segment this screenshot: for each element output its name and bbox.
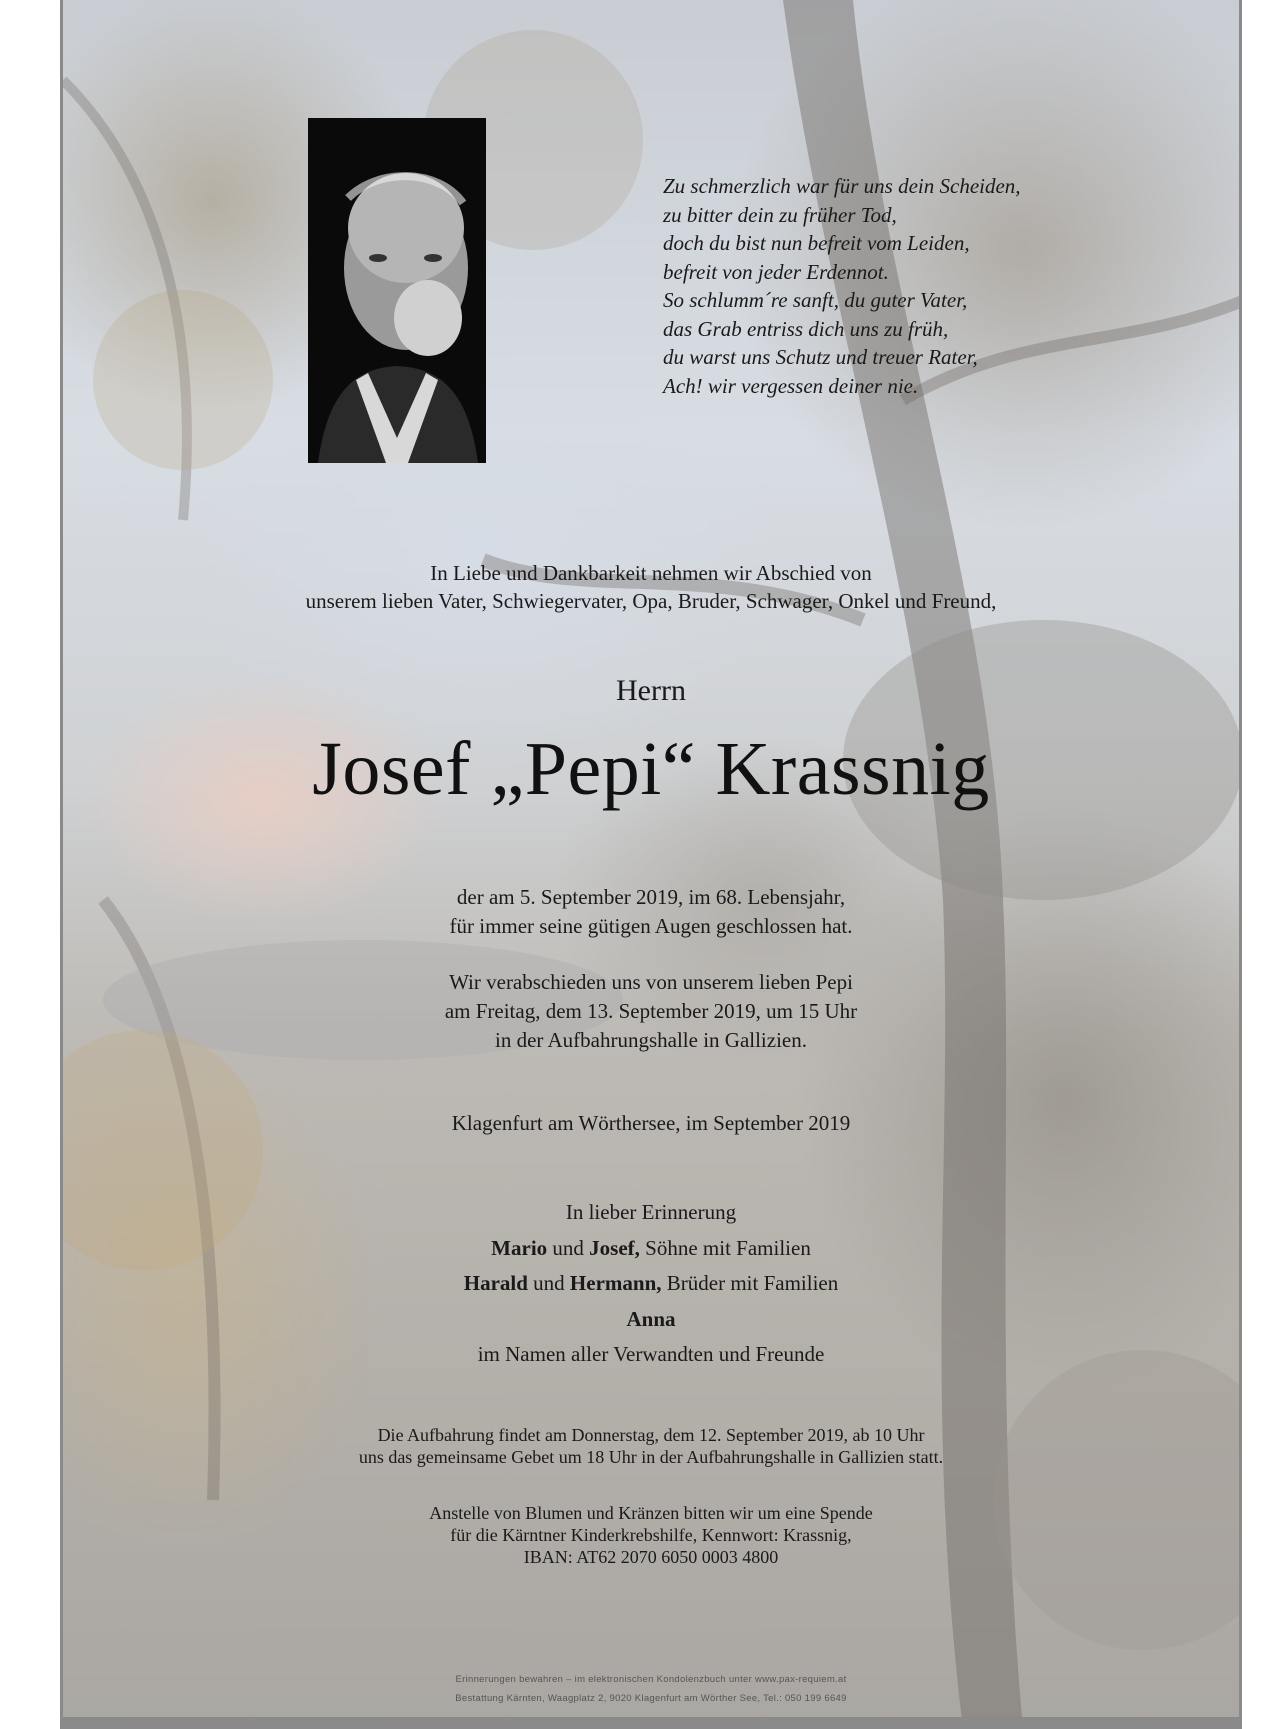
conjunction: und xyxy=(527,1271,570,1295)
footer-condolence-line: Erinnerungen bewahren – im elektronischen Kondolenzbuch unter www.pax-requiem.at xyxy=(455,1674,847,1685)
poem xyxy=(663,172,1183,400)
farewell-line: Wir verabschieden uns von unserem lieben Pepi xyxy=(449,970,853,994)
mourner-name: Josef, xyxy=(589,1235,640,1260)
farewell-notice xyxy=(63,968,1239,1055)
mourners-list xyxy=(63,1195,1239,1373)
poem-line: befreit von jeder Erdennot. xyxy=(663,259,889,284)
mourner-name: Hermann, xyxy=(569,1271,662,1295)
mourner-name: Harald xyxy=(463,1271,528,1295)
viewing-line: uns das gemeinsame Gebet um 18 Uhr in der Aufbahrungshalle in Gallizien statt. xyxy=(358,1447,944,1467)
mourner-name: Anna xyxy=(626,1306,676,1331)
death-notice xyxy=(63,883,1239,941)
portrait-image xyxy=(308,118,486,463)
donation-line: für die Kärntner Kinderkrebshilfe, Kennwort: Krassnig, xyxy=(450,1525,852,1545)
relation: Brüder mit Familien xyxy=(661,1271,839,1295)
portrait-photo xyxy=(308,118,486,463)
footer-address-line: Bestattung Kärnten, Waagplatz 2, 9020 Klagenfurt am Wörther See, Tel.: 050 199 6649 xyxy=(455,1693,847,1704)
poem-line: So schlumm´re sanft, du guter Vater, xyxy=(663,288,968,312)
mourners-anna xyxy=(63,1302,1239,1338)
mourner-name: Mario xyxy=(491,1235,548,1260)
poem-line: doch du bist nun befreit vom Leiden, xyxy=(663,231,970,255)
viewing-line: Die Aufbahrung findet am Donnerstag, dem 12. September 2019, ab 10 Uhr xyxy=(377,1425,925,1445)
poem-line: das Grab entriss dich uns zu früh, xyxy=(663,316,949,341)
mourners-brothers xyxy=(63,1266,1239,1302)
death-notice-line: der am 5. September 2019, im 68. Lebensjahr, xyxy=(456,885,846,909)
mourners-relatives: im Namen aller Verwandten und Freunde xyxy=(477,1342,825,1366)
conjunction: und xyxy=(547,1235,590,1260)
salutation: Herrn xyxy=(616,674,686,707)
place-date: Klagenfurt am Wörthersee, im September 2019 xyxy=(451,1111,851,1135)
poem-line: zu bitter dein zu früher Tod, xyxy=(663,202,897,227)
footer xyxy=(63,1670,1239,1708)
farewell-line: in der Aufbahrungshalle in Gallizien. xyxy=(495,1028,807,1052)
farewell-line: am Freitag, dem 13. September 2019, um 15 Uhr xyxy=(444,999,858,1023)
viewing-notice xyxy=(63,1424,1239,1468)
donation-line: Anstelle von Blumen und Kränzen bitten wir um eine Spende xyxy=(429,1503,873,1523)
poem-line: Ach! wir vergessen deiner nie. xyxy=(663,373,919,398)
poem-line: du warst uns Schutz und treuer Rater, xyxy=(663,345,978,369)
bottom-border xyxy=(63,1717,1239,1729)
mourners-heading: In lieber Erinnerung xyxy=(565,1200,737,1224)
death-notice-line: für immer seine gütigen Augen geschlossen hat. xyxy=(449,914,853,938)
mourners-sons xyxy=(63,1231,1239,1267)
intro-text xyxy=(63,559,1239,615)
intro-line: unserem lieben Vater, Schwiegervater, Opa, Bruder, Schwager, Onkel und Freund, xyxy=(305,589,997,613)
intro-line: In Liebe und Dankbarkeit nehmen wir Abschied von xyxy=(430,561,872,585)
poem-line: Zu schmerzlich war für uns dein Scheiden, xyxy=(663,174,1021,198)
donation-notice xyxy=(63,1502,1239,1568)
relation: Söhne mit Familien xyxy=(639,1235,811,1260)
donation-iban: IBAN: AT62 2070 6050 0003 4800 xyxy=(523,1547,779,1567)
obituary-card xyxy=(60,0,1242,1729)
deceased-name: Josef „Pepi“ Krassnig xyxy=(312,727,990,811)
